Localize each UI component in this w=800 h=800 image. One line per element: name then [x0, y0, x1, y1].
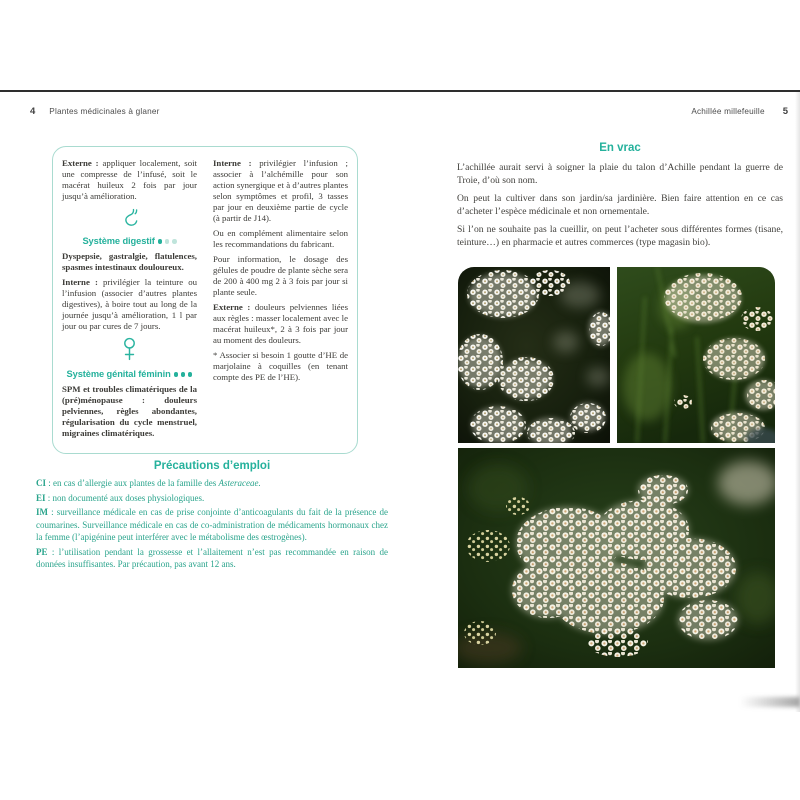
level-dot [181, 372, 186, 377]
photo-row [458, 267, 775, 443]
interne-lead: Interne : [213, 158, 252, 168]
page-top-edge-line [0, 90, 800, 92]
running-header-right [691, 106, 800, 117]
female-icon [62, 337, 197, 367]
usage-box-left-column [62, 158, 197, 443]
digestive-interne-paragraph: Interne : privilégier la teinture ou l’infusion (associer d’autres plantes digestives), à boire tout au long de la journée jusqu’à amélioration, 1 l par jour ou par cures de 7 jours. [62, 277, 198, 331]
stomach-icon [62, 207, 197, 234]
en-vrac-paragraph: On peut la cultiver dans son jardin/sa jardinière. Bien faire attention en ce cas d’acheter l’espèce médicinale et non ornementale. [457, 193, 783, 217]
interne-lead: Interne : [62, 277, 98, 287]
running-header [0, 106, 800, 117]
photo-yarrow-corymb [458, 448, 775, 668]
precautions-title: Précautions d’emploi [153, 460, 271, 472]
level-dot [188, 372, 193, 377]
interne-paragraph: Interne : privilégier l’infusion ; associer à l’alchémille pour son action synergique et à d’autres plantes selon symptômes et profil, 3 tasses par jour en deuxième partie de cycle (à partir de J14). [213, 158, 348, 223]
page-right-edge-shadow [795, 92, 800, 712]
genital-indications: SPM et troubles climatériques de la (pré)ménopause : douleurs pelviennes, règles abondantes, régularisation du cycle menstruel, migraines climatériques. [62, 384, 197, 438]
digestive-indications: Dyspepsie, gastralgie, flatulences, spasmes intestinaux douloureux. [62, 251, 197, 272]
running-title-left: Plantes médicinales à glaner [49, 107, 160, 116]
precaution-item-im: IM : surveillance médicale en cas de prise conjointe d’anticoagulants du fait de la présence de coumarines. Surveillance médicale en cas de co-administration de médicaments hormonaux chez la femme (l’apigénine peut interférer avec le métabolisme des œstrogènes). [36, 507, 388, 542]
precautions-section [36, 460, 388, 572]
en-vrac-section [457, 142, 783, 254]
complement-paragraph: Ou en complément alimentaire selon les recommandations du fabricant. [213, 228, 348, 249]
externe-paragraph: Externe : appliquer localement, soit une compresse de l’infusé, soit le macérat huileux 2 fois par jour jusqu’à amélioration. [62, 158, 198, 201]
running-header-left [0, 106, 160, 117]
intensity-dots-genital [174, 372, 193, 377]
externe-lead: Externe : [62, 158, 99, 168]
running-title-right: Achillée millefeuille [691, 107, 765, 116]
page-corner-shadow [740, 697, 800, 707]
page-number-left: 4 [30, 106, 36, 117]
intensity-dots-digestive [158, 239, 177, 244]
precaution-item-ei: EI : non documenté aux doses physiologiques. [36, 492, 205, 503]
usage-info-box [52, 146, 358, 454]
level-dot [172, 239, 177, 244]
level-dot [174, 372, 179, 377]
page-number-right: 5 [782, 106, 788, 117]
photo-yarrow-foliage [617, 267, 775, 443]
en-vrac-title: En vrac [599, 142, 641, 154]
level-dot [158, 239, 163, 244]
usage-box-right-column [213, 158, 348, 443]
en-vrac-paragraph: L’achillée aurait servi à soigner la plaie du talon d’Achille pendant la guerre de Troie, d’où son nom. [457, 162, 783, 186]
digestive-system-heading: Système digestif [62, 236, 197, 246]
precaution-item-pe: PE : l’utilisation pendant la grossesse et l’allaitement n’est pas recommandée en raison de données insuffisantes. Par précaution, pas avant 12 ans. [36, 546, 388, 569]
externe-lead: Externe : [213, 302, 251, 312]
genital-system-heading: Système génital féminin [62, 369, 197, 379]
photo-yarrow-closeup [458, 267, 610, 443]
externe-paragraph-right: Externe : douleurs pelviennes liées aux règles : masser localement avec le macérat huileux*, 2 à 3 fois par jour au moment des douleurs. [213, 302, 349, 345]
footnote-paragraph: * Associer si besoin 1 goutte d’HE de marjolaine à coquilles (en tenant compte des PE de l’HE). [213, 350, 348, 382]
precaution-item-ci: CI : en cas d’allergie aux plantes de la famille des Asteraceae. [36, 478, 261, 488]
en-vrac-paragraph: Si l’on ne souhaite pas la cueillir, on peut l’acheter sous différentes formes (tisane, teinture…) en pharmacie et autres commerces (type magasin bio). [457, 224, 783, 248]
level-dot [165, 239, 170, 244]
dosage-paragraph: Pour information, le dosage des gélules de poudre de plante sèche sera de 200 à 400 mg 2 à 3 fois par jour si plante seule. [213, 254, 348, 297]
